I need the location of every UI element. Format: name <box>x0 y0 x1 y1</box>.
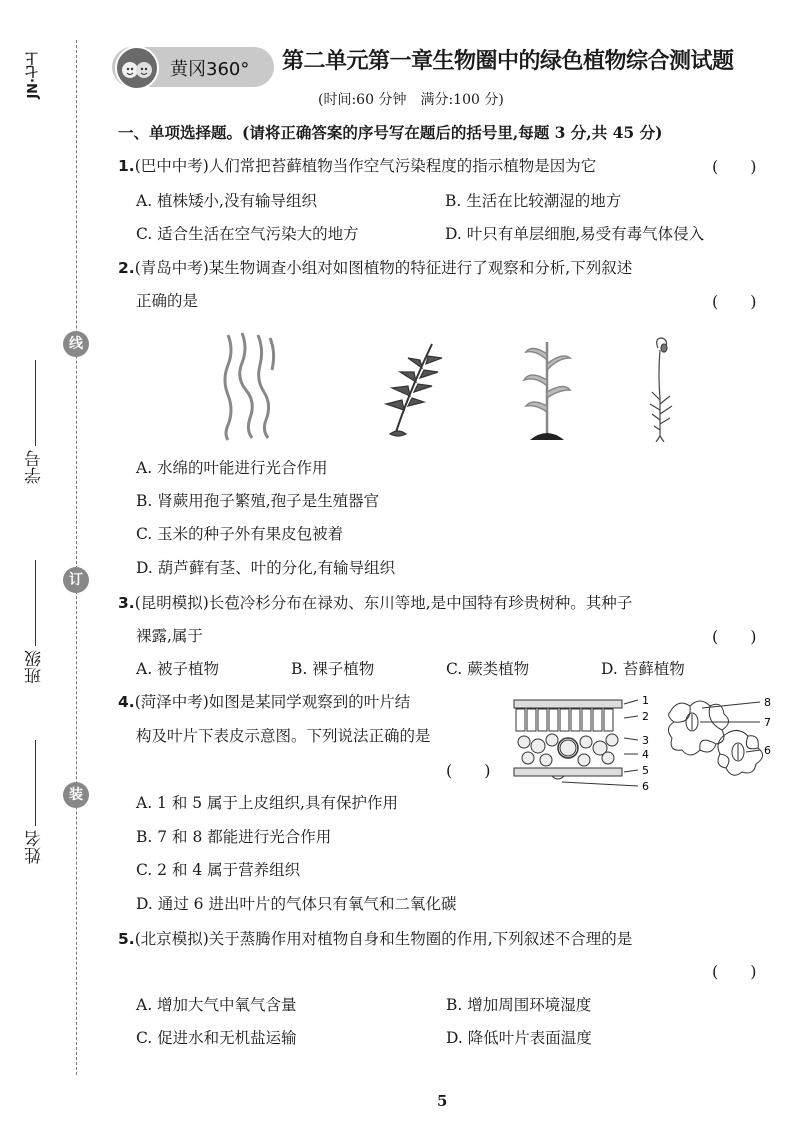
logo-text: 黄冈360° <box>170 59 250 80</box>
question-number: 1. <box>118 157 135 175</box>
student-number-blank <box>34 360 36 446</box>
name-label: 姓名 <box>25 830 45 864</box>
student-number-field[interactable] <box>22 360 46 484</box>
q3-option-d: D. 苔藓植物 <box>601 660 685 678</box>
seal-zhuang: 装 <box>63 782 89 808</box>
question-stem-line1: (菏泽中考)如图是某同学观察到的叶片结 <box>134 693 411 711</box>
exam-info: (时间:60 分钟 满分:100 分) <box>318 92 504 108</box>
name-blank <box>34 740 36 826</box>
label-1: 1 <box>642 694 649 707</box>
q5-option-d: D. 降低叶片表面温度 <box>446 1029 592 1047</box>
name-field[interactable] <box>22 740 46 864</box>
label-6-right: 6 <box>764 744 771 757</box>
question-stem-line1: (昆明模拟)长苞冷杉分布在禄劝、东川等地,是中国特有珍贵树种。其种子 <box>134 594 633 612</box>
q2-option-c: C. 玉米的种子外有果皮包被着 <box>136 525 344 543</box>
seal-xian: 线 <box>63 331 89 357</box>
corn-illustration <box>522 334 572 440</box>
class-blank <box>34 560 36 646</box>
question-stem-line2: 构及叶片下表皮示意图。下列说法正确的是 <box>136 727 431 745</box>
seal-ding: 订 <box>63 567 89 593</box>
student-number-label: 学号 <box>25 450 45 484</box>
q1-option-a: A. 植株矮小,没有输导组织 <box>136 192 317 210</box>
answer-bracket-4[interactable]: ( ) <box>446 761 491 780</box>
question-1 <box>118 154 596 176</box>
binding-line <box>76 40 77 1075</box>
answer-bracket-1[interactable]: ( ) <box>712 157 757 176</box>
q5-option-a: A. 增加大气中氧气含量 <box>136 996 297 1014</box>
q1-option-d: D. 叶只有单层细胞,易受有毒气体侵入 <box>445 225 705 243</box>
question-stem-line1: (青岛中考)某生物调查小组对如图植物的特征进行了观察和分析,下列叙述 <box>134 259 633 277</box>
answer-bracket-3[interactable]: ( ) <box>712 627 757 646</box>
question-stem-line2: 裸露,属于 <box>136 627 203 645</box>
label-8: 8 <box>764 696 771 709</box>
book-code: JN·七上 <box>26 52 41 99</box>
question-3 <box>118 591 632 613</box>
class-label: 班级 <box>25 650 45 684</box>
q4-option-d: D. 通过 6 进出叶片的气体只有氧气和二氧化碳 <box>136 895 457 913</box>
q4-option-b: B. 7 和 8 都能进行光合作用 <box>136 828 332 846</box>
q3-option-b: B. 裸子植物 <box>291 660 375 678</box>
question-number: 4. <box>118 693 135 711</box>
label-5: 5 <box>642 764 649 777</box>
lower-epidermis-diagram <box>664 694 776 780</box>
question-number: 5. <box>118 930 135 948</box>
class-field[interactable] <box>22 560 46 684</box>
moss-illustration <box>646 334 676 442</box>
label-6: 6 <box>642 780 649 793</box>
mascot-faces-icon <box>117 48 157 88</box>
question-number: 3. <box>118 594 135 612</box>
label-2: 2 <box>642 710 649 723</box>
question-number: 2. <box>118 259 135 277</box>
question-5 <box>118 927 632 949</box>
label-3: 3 <box>642 734 649 747</box>
question-stem: (北京模拟)关于蒸腾作用对植物自身和生物圈的作用,下列叙述不合理的是 <box>134 930 633 948</box>
leaf-cross-section-diagram <box>512 694 660 794</box>
question-stem: (巴中中考)人们常把苔藓植物当作空气污染程度的指示植物是因为它 <box>134 157 597 175</box>
q3-option-a: A. 被子植物 <box>136 660 220 678</box>
q2-option-a: A. 水绵的叶能进行光合作用 <box>136 459 328 477</box>
label-4: 4 <box>642 748 649 761</box>
q2-option-d: D. 葫芦藓有茎、叶的分化,有输导组织 <box>136 559 396 577</box>
q3-option-c: C. 蕨类植物 <box>446 660 530 678</box>
answer-bracket-5[interactable]: ( ) <box>712 962 757 981</box>
q4-option-a: A. 1 和 5 属于上皮组织,具有保护作用 <box>136 794 398 812</box>
q1-option-b: B. 生活在比较潮湿的地方 <box>445 192 622 210</box>
logo-mascot-icon <box>115 46 159 90</box>
q4-option-c: C. 2 和 4 属于营养组织 <box>136 861 301 879</box>
section-heading: 一、单项选择题。(请将正确答案的序号写在题后的括号里,每题 3 分,共 45 分) <box>118 123 663 142</box>
question-stem-line2: 正确的是 <box>136 292 199 310</box>
q5-option-b: B. 增加周围环境湿度 <box>446 996 592 1014</box>
page-number: 5 <box>437 1092 448 1110</box>
spirogyra-illustration <box>220 330 280 442</box>
answer-bracket-2[interactable]: ( ) <box>712 292 757 311</box>
palisade-cells <box>516 709 613 731</box>
question-4 <box>118 690 410 712</box>
page-title: 第二单元第一章生物圈中的绿色植物综合测试题 <box>282 49 734 74</box>
q1-option-c: C. 适合生活在空气污染大的地方 <box>136 225 359 243</box>
question-2 <box>118 256 632 278</box>
fern-illustration <box>376 340 448 440</box>
q2-option-b: B. 肾蕨用孢子繁殖,孢子是生殖器官 <box>136 492 380 510</box>
label-7: 7 <box>764 716 771 729</box>
q5-option-c: C. 促进水和无机盐运输 <box>136 1029 297 1047</box>
